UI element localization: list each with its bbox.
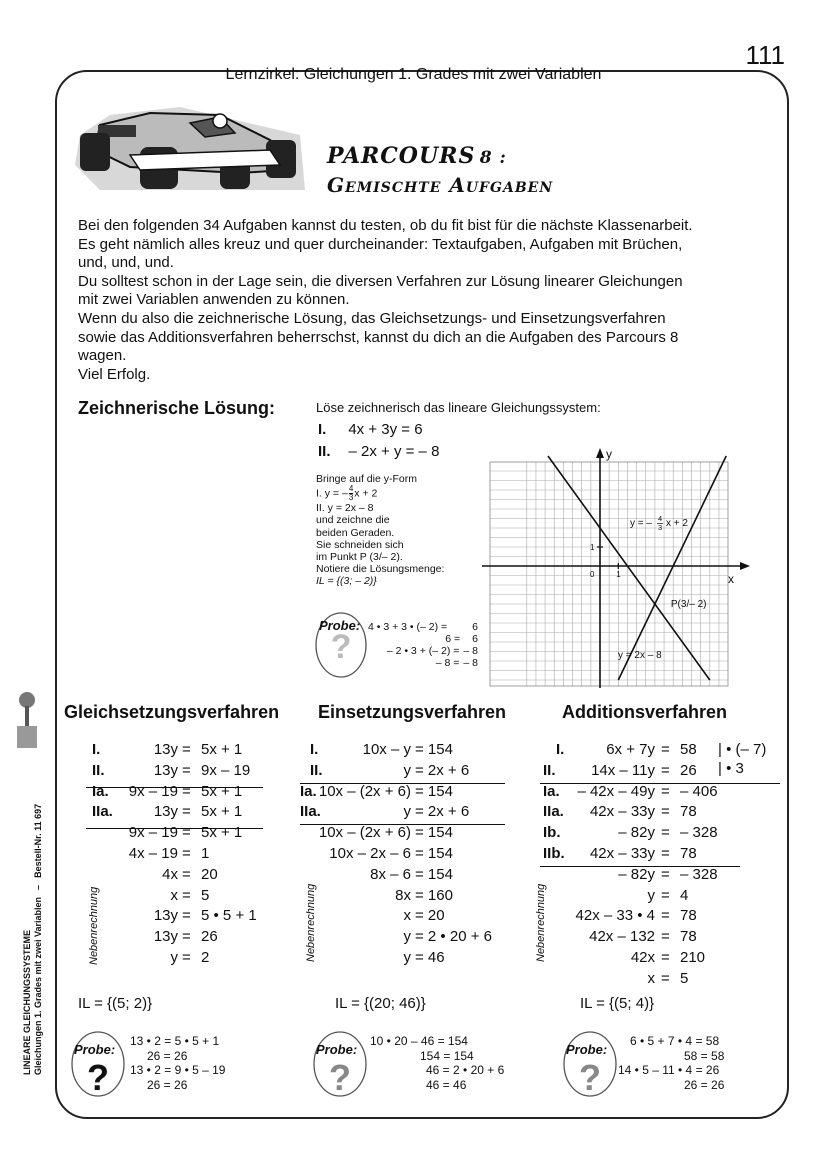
gs-side-label: Nebenrechnung (88, 886, 100, 965)
graphic-probe-label: Probe: (319, 618, 361, 633)
gleichsetzung-probe-line: 26 = 26 (147, 1048, 188, 1063)
ad-row-rhs: 5 (680, 969, 689, 987)
addition-probe-badge (562, 1028, 618, 1098)
gs-rule-2 (86, 828, 263, 829)
question-mark-icon: ? (87, 1057, 109, 1098)
einsetzung-probe-label: Probe: (316, 1042, 358, 1057)
side-publisher-text: LINEARE GLEICHUNGSSYSTEME Gleichungen 1. Grades mit zwei Variablen – Bestell-Nr. 11 697 (22, 803, 43, 1075)
ad-row-lhs: 6x + 7y (606, 741, 655, 758)
es-row-eq: 10x – (2x + 6)= 154 (318, 782, 453, 800)
es-row-label: Ia. (300, 782, 317, 800)
gs-row-lhs: 4x (162, 865, 178, 883)
ad-row-rhs: 58 (680, 741, 697, 758)
gs-row-rhs: 9x – 19 (201, 761, 251, 779)
addition-probe-line: 14 • 5 – 11 • 4 = 26 (618, 1063, 720, 1078)
chart-grid (490, 462, 728, 686)
ad-row-rhs: 78 (680, 907, 697, 925)
gs-row-eq: = (182, 907, 191, 925)
gs-row-lhs: 9x – 19 (128, 824, 178, 842)
ad-row-rhs: 4 (680, 886, 689, 904)
graphic-probe-lines: 4 • 3 + 3 • (– 2) = 6 6 = 6 – 2 • 3 + (– 2) = – 8 – 8 = – 8 (368, 621, 478, 669)
gleichsetzung-probe-label: Probe: (74, 1042, 116, 1057)
series-2-label: y = 2x – 8 (618, 650, 662, 661)
gs-row-eq: = (182, 949, 191, 966)
einsetzung-probe-line: 46 = 2 • 20 + 6 (426, 1063, 505, 1078)
gs-row-eq: = (182, 761, 191, 779)
es-row-label: I. (310, 741, 319, 758)
origin-label: 0 (590, 570, 595, 579)
graphic-task: Löse zeichnerisch das lineare Gleichungssystem: (316, 400, 601, 415)
title-line-1: PARCOURS 8 : (327, 143, 507, 169)
gs-row-lhs: 13y (153, 761, 178, 779)
ad-row-label: I. (556, 741, 565, 758)
ad-row-eq: = (661, 928, 670, 946)
y-axis-arrow (596, 448, 604, 458)
ad-row-operation: | • 3 (718, 759, 744, 777)
gs-row-lhs: 13y (153, 928, 178, 946)
ad-row-eq: = (661, 949, 670, 966)
ad-row-lhs: 42x – 33y (589, 803, 655, 821)
es-row-eq: 8x – 6= 154 (370, 865, 453, 883)
gleichsetzung-probe-line: 13 • 2 = 9 • 5 – 19 (130, 1063, 226, 1078)
addition-probe-line: 58 = 58 (684, 1048, 725, 1063)
ad-row-eq: = (661, 741, 670, 758)
es-row-eq: 8x= 160 (395, 886, 453, 904)
es-row-eq: y= 2x + 6 (403, 803, 470, 821)
ad-row-eq: = (661, 761, 670, 779)
question-mark-icon: ? (579, 1057, 601, 1098)
gs-row-label: II. (92, 761, 105, 779)
ad-row-rhs: – 328 (680, 824, 718, 842)
ad-row-eq: = (661, 845, 670, 862)
ad-row-label: II. (543, 761, 556, 779)
einsetzung-probe-line: 10 • 20 – 46 = 154 (370, 1034, 468, 1048)
ad-row-eq: = (661, 969, 670, 987)
ad-solution: IL = {(5; 4)} (580, 995, 655, 1012)
gs-row-rhs: 26 (201, 928, 218, 946)
gleichsetzung-probe-badge (70, 1028, 126, 1098)
gs-row-rhs: 2 (201, 949, 210, 966)
ad-row-lhs: – 82y (618, 865, 655, 883)
es-side-label: Nebenrechnung (305, 883, 317, 962)
gleichsetzung-heading: Gleichsetzungsverfahren (64, 702, 280, 722)
series-1-label-frac-d: 3 (658, 523, 663, 532)
einsetzung-probe-badge (312, 1028, 368, 1098)
graphic-notes: Bringe auf die y-Form I. y = – $\frac{4}{3}$ x + 2 II. y = 2x – 8 und zeichne die beiden Geraden. Sie schneiden sich im Punkt P (3/– 2). Notiere die Lösungsmenge: IL = {(3; – 2)} (316, 473, 445, 588)
gs-row-eq: = (182, 782, 191, 800)
intro-text: Bei den folgenden 34 Aufgaben kannst du testen, ob du fit bist für die nächste Klassenarbeit. Es geht nämlich alles kreuz und quer durcheinander: Textaufgaben, Aufgaben mit Brüchen, und, und, und. Du solltest schon in der Lage sein, die diversen Verfahren zur Lösung linearer Gleichungen mit zwei Variablen anwenden zu können. Wenn du also die zeichnerische Lösung, das Gleichsetzungs- und Einsetzungsverfahren sowie das Additionsverfahren beherrschst, kannst du dich an die Aufgaben des Parcours 8 wagen. Viel Erfolg. (78, 217, 693, 383)
question-mark-icon: ? (330, 628, 352, 666)
ad-row-rhs: 26 (680, 761, 697, 779)
es-row-eq: 10x – y= 154 (362, 741, 453, 758)
coordinate-chart (482, 448, 752, 688)
es-row-eq: x= 20 (403, 907, 445, 925)
ad-row-lhs: 42x – 33 • 4 (575, 907, 655, 925)
es-row-eq: 10x – 2x – 6= 154 (329, 845, 453, 862)
ad-row-rhs: 78 (680, 803, 697, 821)
gs-row-lhs: 13y (153, 741, 178, 758)
ad-row-lhs: x (647, 969, 655, 987)
gs-row-eq: = (182, 865, 191, 883)
es-row-label: II. (310, 761, 323, 779)
gs-rule-1 (86, 787, 263, 788)
gs-row-lhs: 13y (153, 803, 178, 821)
graphic-heading: Zeichnerische Lösung: (78, 398, 276, 418)
es-row-label: IIa. (300, 803, 321, 821)
es-rule-1 (300, 783, 505, 784)
gs-row-label: Ia. (92, 782, 109, 800)
gs-row-rhs: 5 • 5 + 1 (201, 907, 257, 925)
es-row-eq: y= 46 (403, 949, 445, 966)
ad-row-label: Ib. (543, 824, 561, 842)
gs-row-lhs: 4x – 19 (128, 845, 178, 862)
x-axis-arrow (740, 562, 750, 570)
addition-probe-line: 6 • 5 + 7 • 4 = 58 (630, 1034, 720, 1048)
einsetzung-probe-line: 154 = 154 (420, 1048, 474, 1063)
addition-probe-line: 26 = 26 (684, 1077, 725, 1092)
es-solution: IL = {(20; 46)} (335, 995, 426, 1012)
gs-row-eq: = (182, 741, 191, 758)
ad-rule-1 (540, 783, 780, 784)
ad-row-rhs: 78 (680, 928, 697, 946)
publisher-logo (14, 690, 40, 750)
gleichsetzung-probe-line: 13 • 2 = 5 • 5 + 1 (130, 1034, 220, 1048)
ad-row-label: Ia. (543, 782, 560, 800)
ad-row-eq: = (661, 886, 670, 904)
ad-row-rhs: – 328 (680, 865, 718, 883)
gs-row-eq: = (182, 928, 191, 946)
ad-row-rhs: – 406 (680, 782, 718, 800)
addition-heading: Additionsverfahren (562, 702, 728, 722)
gs-row-eq: = (182, 845, 191, 862)
ad-row-label: IIb. (543, 845, 565, 862)
ad-row-lhs: – 42x – 49y (577, 782, 655, 800)
ad-row-lhs: – 82y (618, 824, 655, 842)
gs-row-rhs: 5x + 1 (201, 824, 243, 842)
ad-row-rhs: 78 (680, 845, 697, 862)
gs-row-label: IIa. (92, 803, 113, 821)
point-label: P(3/– 2) (670, 599, 707, 610)
gs-row-lhs: x (170, 886, 178, 904)
ad-row-eq: = (661, 865, 670, 883)
gs-row-lhs: 9x – 19 (128, 782, 178, 800)
gs-row-rhs: 5x + 1 (201, 803, 243, 821)
ad-row-lhs: 42x – 33y (589, 845, 655, 862)
ad-row-eq: = (661, 803, 670, 821)
ad-row-lhs: 42x (630, 949, 655, 966)
title-line-2: Gemischte Aufgaben (327, 173, 554, 197)
question-mark-icon: ? (329, 1057, 351, 1098)
ad-rule-2 (540, 866, 740, 867)
ad-row-operation: | • (– 7) (718, 741, 767, 758)
gs-solution: IL = {(5; 2)} (78, 995, 153, 1012)
ad-row-eq: = (661, 782, 670, 800)
ad-row-lhs: 42x – 132 (589, 928, 655, 946)
graphic-eq-2: II. – 2x + y = – 8 (318, 443, 440, 460)
series-1-label-prefix: y = – (630, 518, 652, 529)
series-1-label-frac-n: 4 (658, 514, 663, 523)
page-header: Lernzirkel: Gleichungen 1. Grades mit zwei Variablen (225, 66, 602, 83)
x-tick-label-1: 1 (616, 570, 621, 579)
ad-row-label: IIa. (543, 803, 564, 821)
gs-row-rhs: 20 (201, 865, 218, 883)
gleichsetzung-probe-line: 26 = 26 (147, 1077, 188, 1092)
gs-row-eq: = (182, 824, 191, 842)
gs-row-lhs: y (170, 949, 178, 966)
series-1-label-suffix: x + 2 (666, 518, 688, 529)
ad-row-rhs: 210 (680, 949, 706, 966)
race-car-illustration (70, 95, 310, 195)
ad-row-eq: = (661, 907, 670, 925)
gs-row-lhs: 13y (153, 907, 178, 925)
ad-side-label: Nebenrechnung (535, 883, 547, 962)
einsetzung-heading: Einsetzungsverfahren (318, 702, 507, 722)
es-rule-2 (300, 824, 505, 825)
einsetzung-probe-line: 46 = 46 (426, 1077, 467, 1092)
gs-row-rhs: 1 (201, 845, 210, 862)
y-axis-label: y (606, 448, 612, 461)
es-row-eq: 10x – (2x + 6)= 154 (318, 824, 453, 842)
gs-row-eq: = (182, 886, 191, 904)
ad-row-lhs: y (647, 886, 655, 904)
graphic-eq-1: I. 4x + 3y = 6 (318, 421, 423, 438)
gs-row-rhs: 5x + 1 (201, 782, 243, 800)
gs-row-rhs: 5x + 1 (201, 741, 243, 758)
gs-row-rhs: 5 (201, 886, 210, 904)
es-row-eq: y= 2x + 6 (403, 761, 470, 779)
y-tick-label-1: 1 (590, 543, 595, 552)
x-axis-label: x (728, 572, 734, 586)
es-row-eq: y= 2 • 20 + 6 (403, 928, 492, 946)
ad-row-eq: = (661, 824, 670, 842)
addition-probe-label: Probe: (566, 1042, 608, 1057)
gs-row-label: I. (92, 741, 101, 758)
gs-row-eq: = (182, 803, 191, 821)
ad-row-lhs: 14x – 11y (591, 761, 655, 779)
page-number: 111 (745, 40, 785, 70)
